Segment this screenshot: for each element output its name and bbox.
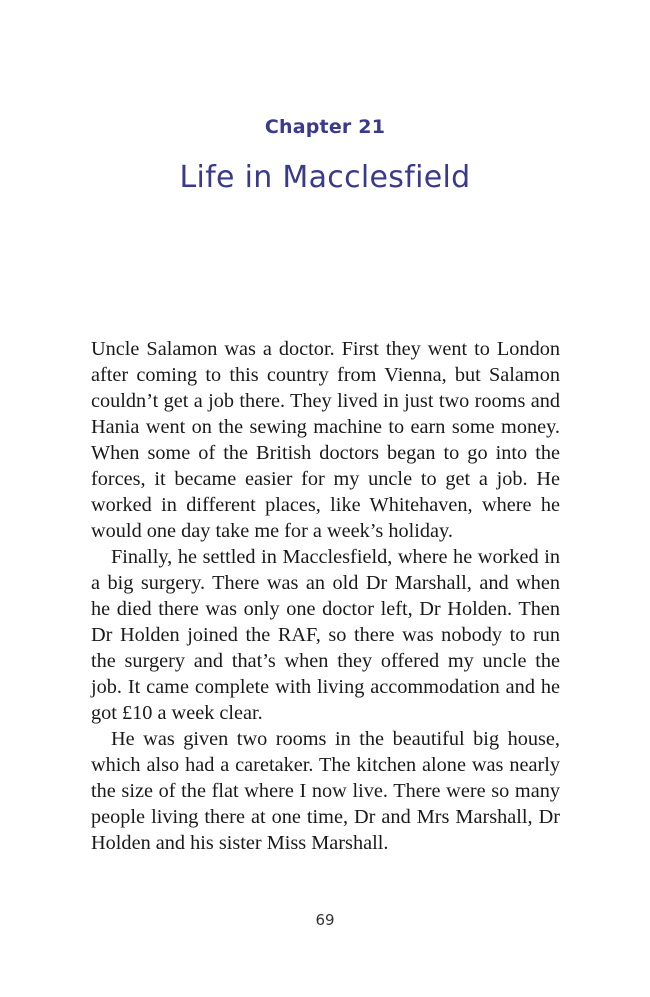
chapter-body	[91, 336, 560, 856]
paragraph: Finally, he settled in Macclesfield, where he worked in a big surgery. There was an old Dr Marshall, and when he died there was only one doctor left, Dr Holden. Then Dr Holden joined the RAF, so there was nobody to run the surgery and that’s when they offered my uncle the job. It came complete with living accommodation and he got £10 a week clear.	[91, 546, 560, 724]
paragraph: Uncle Salamon was a doctor. First they went to London after coming to this country from Vienna, but Salamon couldn’t get a job there. They lived in just two rooms and Hania went on the sewing machine to earn some money. When some of the British doctors began to go into the forces, it became easier for my uncle to get a job. He worked in different places, like Whitehaven, where he would one day take me for a week’s holiday.	[91, 338, 560, 542]
page-number: 69	[315, 911, 335, 929]
paragraph: He was given two rooms in the beautiful big house, which also had a caretaker. The kitchen alone was nearly the size of the flat where I now live. There were so many people living there at one time, Dr and Mrs Marshall, Dr Holden and his sister Miss Marshall.	[91, 728, 560, 854]
chapter-title: Life in Macclesfield	[179, 160, 471, 195]
chapter-number: Chapter 21	[264, 116, 386, 138]
